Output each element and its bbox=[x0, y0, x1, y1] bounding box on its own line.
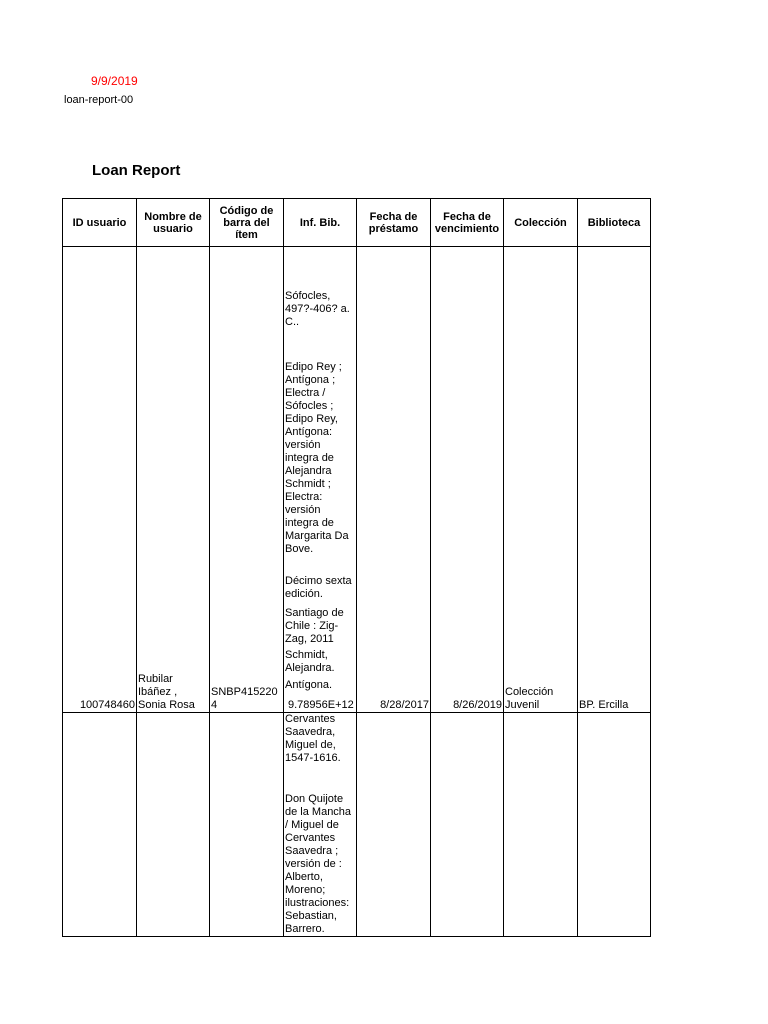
column-header: ID usuario bbox=[63, 199, 137, 247]
bib-edition: Décimo sexta edición. bbox=[285, 575, 352, 600]
collection-cell bbox=[504, 713, 578, 937]
library-cell: BP. Ercilla bbox=[578, 247, 651, 713]
table-header-row bbox=[63, 199, 651, 247]
library-cell bbox=[578, 713, 651, 937]
column-header: Biblioteca bbox=[578, 199, 651, 247]
table-row bbox=[63, 247, 651, 713]
user-name-cell bbox=[137, 713, 210, 937]
bib-publication: Santiago de Chile : Zig-Zag, 2011 bbox=[285, 607, 344, 645]
column-header: Colección bbox=[504, 199, 578, 247]
column-header: Código de barra del ítem bbox=[210, 199, 284, 247]
bib-uniform-title: Antígona. bbox=[285, 679, 333, 691]
due-date-cell bbox=[431, 713, 504, 937]
bib-info-cell bbox=[284, 713, 357, 937]
loan-date-cell bbox=[357, 713, 431, 937]
column-header: Nombre de usuario bbox=[137, 199, 210, 247]
user-id-cell bbox=[63, 713, 137, 937]
report-id: loan-report-00 bbox=[64, 94, 134, 106]
report-date: 9/9/2019 bbox=[91, 74, 138, 88]
loan-date-cell: 8/28/2017 bbox=[357, 247, 431, 713]
bib-contributor: Schmidt, Alejandra. bbox=[285, 649, 335, 674]
bib-isbn: 9.78956E+12 bbox=[288, 699, 354, 711]
barcode-cell bbox=[210, 713, 284, 937]
table-row bbox=[63, 713, 651, 937]
report-title: Loan Report bbox=[92, 162, 181, 179]
bib-info-cell bbox=[284, 247, 357, 713]
user-id-cell: 100748460 bbox=[63, 247, 137, 713]
barcode-cell: SNBP4152204 bbox=[210, 247, 284, 713]
due-date-cell: 8/26/2019 bbox=[431, 247, 504, 713]
collection-cell: Colección Juvenil bbox=[504, 247, 578, 713]
user-name-cell: Rubilar Ibáñez , Sonia Rosa bbox=[137, 247, 210, 713]
column-header: Fecha de préstamo bbox=[357, 199, 431, 247]
bib-title: Edipo Rey ; Antígona ; Electra / Sófocles ; Edipo Rey, Antígona: versión integra de Alejandra Schmidt ; Electra: versión integra de Margarita Da Bove. bbox=[285, 361, 349, 555]
column-header: Inf. Bib. bbox=[284, 199, 357, 247]
bib-author: Sófocles, 497?-406? a. C.. bbox=[285, 290, 350, 328]
bib-author: Cervantes Saavedra, Miguel de, 1547-1616. bbox=[285, 713, 341, 764]
bib-title: Don Quijote de la Mancha / Miguel de Cervantes Saavedra ; versión de : Alberto, Moreno; ilustraciones: Sebastian, Barrero. bbox=[285, 793, 352, 935]
column-header: Fecha de vencimiento bbox=[431, 199, 504, 247]
loan-table bbox=[62, 198, 651, 937]
